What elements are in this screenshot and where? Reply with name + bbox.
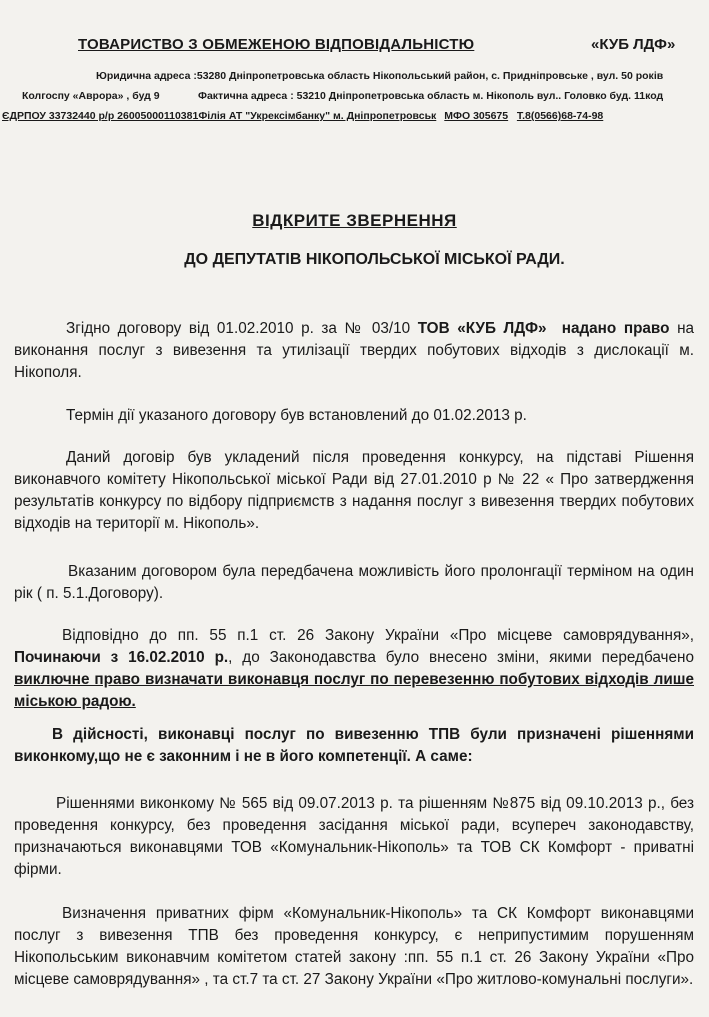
paragraph-violation	[14, 903, 694, 991]
paragraph-contract	[14, 318, 694, 384]
letterhead-company	[78, 36, 698, 53]
page-subtitle	[0, 251, 709, 269]
legal-address-line-2: Колгоспу «Аврора» , буд 9	[22, 90, 160, 102]
paragraph-term	[14, 405, 694, 427]
p3-text: Даний договір був укладений після проведення конкурсу, на підставі Рішення виконавчого комітету Нікопольської міської Ради від 27.01.2010 р № 22 « Про затвердження результатів конкурсу по відбору підприємств з надання послуг з вивезення твердих побутових відходів на території м. Нікополь».	[14, 449, 694, 532]
paragraph-decisions	[14, 793, 694, 881]
paragraph-in-reality	[14, 724, 694, 768]
p1-text-d: на виконання послуг з вивезення та утилізації твердих побутових відходів з дислокації м. Нікополя.	[14, 320, 695, 381]
p8-text: Визначення приватних фірм «Комунальник-Нікополь» та СК Комфорт виконавцями послуг з вивезення ТПВ без проведення конкурсу, є неприпустимим порушенням Нікопольським виконавчим комітетом статей закону :пп. 55 п.1 ст. 26 Закону України «Про місцеве самоврядування» , та ст.7 та ст. 27 Закону України «Про житлово-комунальні послуги».	[14, 905, 694, 988]
legal-address-line-1: Юридична адреса :53280 Дніпропетровська область Нікопольський район, с. Придніпровське , вул. 50 років	[96, 70, 664, 82]
paragraph-competition	[14, 447, 694, 535]
p5-text-a: Відповідно до пп. 55 п.1 ст. 26 Закону України «Про місцеве самоврядування»,	[62, 627, 694, 644]
paragraph-prolongation	[14, 561, 694, 605]
p7-text: Рішеннями виконкому № 565 від 09.07.2013 р. та рішенням №875 від 09.10.2013 р., без проведення конкурсу, без проведення засідання міської ради, всупереч законодавству, призначаються виконавцями ТОВ «Комунальник-Нікополь» та ТОВ СК Комфорт - приватні фірми.	[14, 795, 694, 878]
bank-details-line	[2, 110, 603, 122]
show-through-text	[40, 148, 43, 162]
page-title: ВІДКРИТЕ ЗВЕРНЕННЯ	[252, 211, 457, 230]
p1-company: ТОВ «КУБ ЛДФ»	[417, 320, 547, 337]
company-name: ТОВАРИСТВО З ОБМЕЖЕНОЮ ВІДПОВІДАЛЬНІСТЮ	[78, 36, 475, 53]
p2-text: Термін дії указаного договору був встановлений до 01.02.2013 р.	[66, 407, 527, 424]
p5-exclusive-right: виключне право визначати виконавця послуг по перевезенню побутових відходів лише міською радою.	[14, 671, 694, 710]
phone: Т.8(0566)68-74-98	[516, 110, 604, 122]
p6-text: В дійсності, виконавці послуг по вивезенню ТПВ були призначені рішеннями виконкому,що не є законним і не в його компетенції. А саме:	[14, 726, 694, 765]
p1-right: надано право	[561, 320, 670, 337]
p5-date: Починаючи з 16.02.2010 р.	[14, 649, 229, 666]
p1-text-a: Згідно договору від 01.02.2010 р. за № 03/10	[66, 320, 411, 337]
paragraph-law-change	[14, 625, 694, 713]
mfo: МФО 305675	[444, 110, 509, 122]
bank-details: ЄДРПОУ 33732440 р/р 26005000110381Філія АТ "Укрексімбанку" м. Дніпропетровськ	[2, 110, 437, 122]
p5-text-c: , до Законодавства було внесено зміни, якими передбачено	[228, 649, 694, 666]
company-brand: «КУБ ЛДФ»	[591, 36, 676, 53]
actual-address: Фактична адреса : 53210 Дніпропетровська область м. Нікополь вул.. Головко буд. 11код	[198, 90, 664, 102]
addressee: ДО ДЕПУТАТІВ НІКОПОЛЬСЬКОЇ МІСЬКОЇ РАДИ.	[184, 251, 565, 268]
p4-text: Вказаним договором була передбачена можливість його пролонгації терміном на один рік ( п. 5.1.Договору).	[14, 563, 694, 602]
